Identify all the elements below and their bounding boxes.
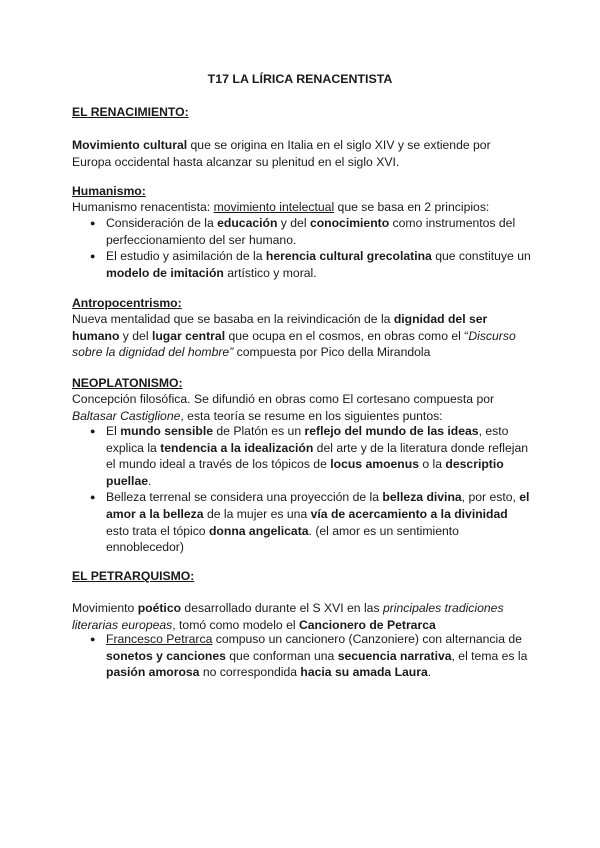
heading-antropocentrismo: Antropocentrismo: [72, 296, 182, 310]
list-item: ● Francesco Petrarca compuso un cancionero (Canzoniere) con alternancia de sonetos y canciones que conforman una secuencia narrativa, el tema es la pasión amorosa no correspondida hacia su amada Laura. [90, 632, 528, 680]
list-item: ● Belleza terrenal se considera una proyección de la belleza divina, por esto, el amor a la belleza de la mujer es una vía de acercamiento a la divinidad esto trata el tópico donna angelicata. (el amor es un sentimiento ennoblecedor) [90, 490, 530, 555]
antropocentrismo-paragraph: Nueva mentalidad que se basaba en la reivindicación de la dignidad del ser humano y del lugar central que ocupa en el cosmos, en obras como el “Discurso sobre la dignidad del hombre” compuesta por Pico della Mirandola [72, 312, 516, 360]
heading-renacimiento: EL RENACIMIENTO: [72, 105, 189, 119]
page-title: T17 LA LÍRICA RENACENTISTA [207, 72, 393, 86]
bullet-icon: ● [90, 426, 96, 436]
bullet-icon: ● [90, 492, 96, 503]
petrarquismo-paragraph: Movimiento poético desarrollado durante el S XVI en las principales tradiciones literarias europeas, tomó como modelo el Cancionero de Petrarca [72, 601, 504, 632]
bullet-icon: ● [90, 634, 96, 644]
petrarquismo-list [72, 631, 532, 681]
humanismo-paragraph: Humanismo renacentista: movimiento intelectual que se basa en 2 principios: [72, 200, 490, 214]
heading-humanismo: Humanismo: [72, 184, 146, 198]
neoplatonismo-list [72, 423, 532, 556]
list-item: ● Consideración de la educación y del conocimiento como instrumentos del perfeccionamiento del ser humano. [90, 216, 516, 247]
bullet-icon: ● [90, 251, 96, 262]
renacimiento-paragraph: Movimiento cultural que se origina en Italia en el siglo XIV y se extiende por Europa occidental hasta alcanzar su plenitud en el siglo XVI. [72, 138, 491, 169]
humanismo-list [72, 215, 532, 281]
list-item: ● El estudio y asimilación de la herencia cultural grecolatina que constituye un modelo de imitación artístico y moral. [90, 249, 531, 280]
heading-neoplatonismo: NEOPLATONISMO: [72, 376, 183, 390]
neoplatonismo-paragraph: Concepción filosófica. Se difundió en obras como El cortesano compuesta por Baltasar Castiglione, esta teoría se resume en los siguientes puntos: [72, 392, 495, 423]
heading-petrarquismo: EL PETRARQUISMO: [72, 569, 195, 583]
bullet-icon: ● [90, 218, 96, 228]
list-item: ● El mundo sensible de Platón es un reflejo del mundo de las ideas, esto explica la tendencia a la idealización del arte y de la literatura donde reflejan el mundo ideal a través de los tópicos de locus amoenus o la descriptio puellae. [90, 424, 529, 488]
